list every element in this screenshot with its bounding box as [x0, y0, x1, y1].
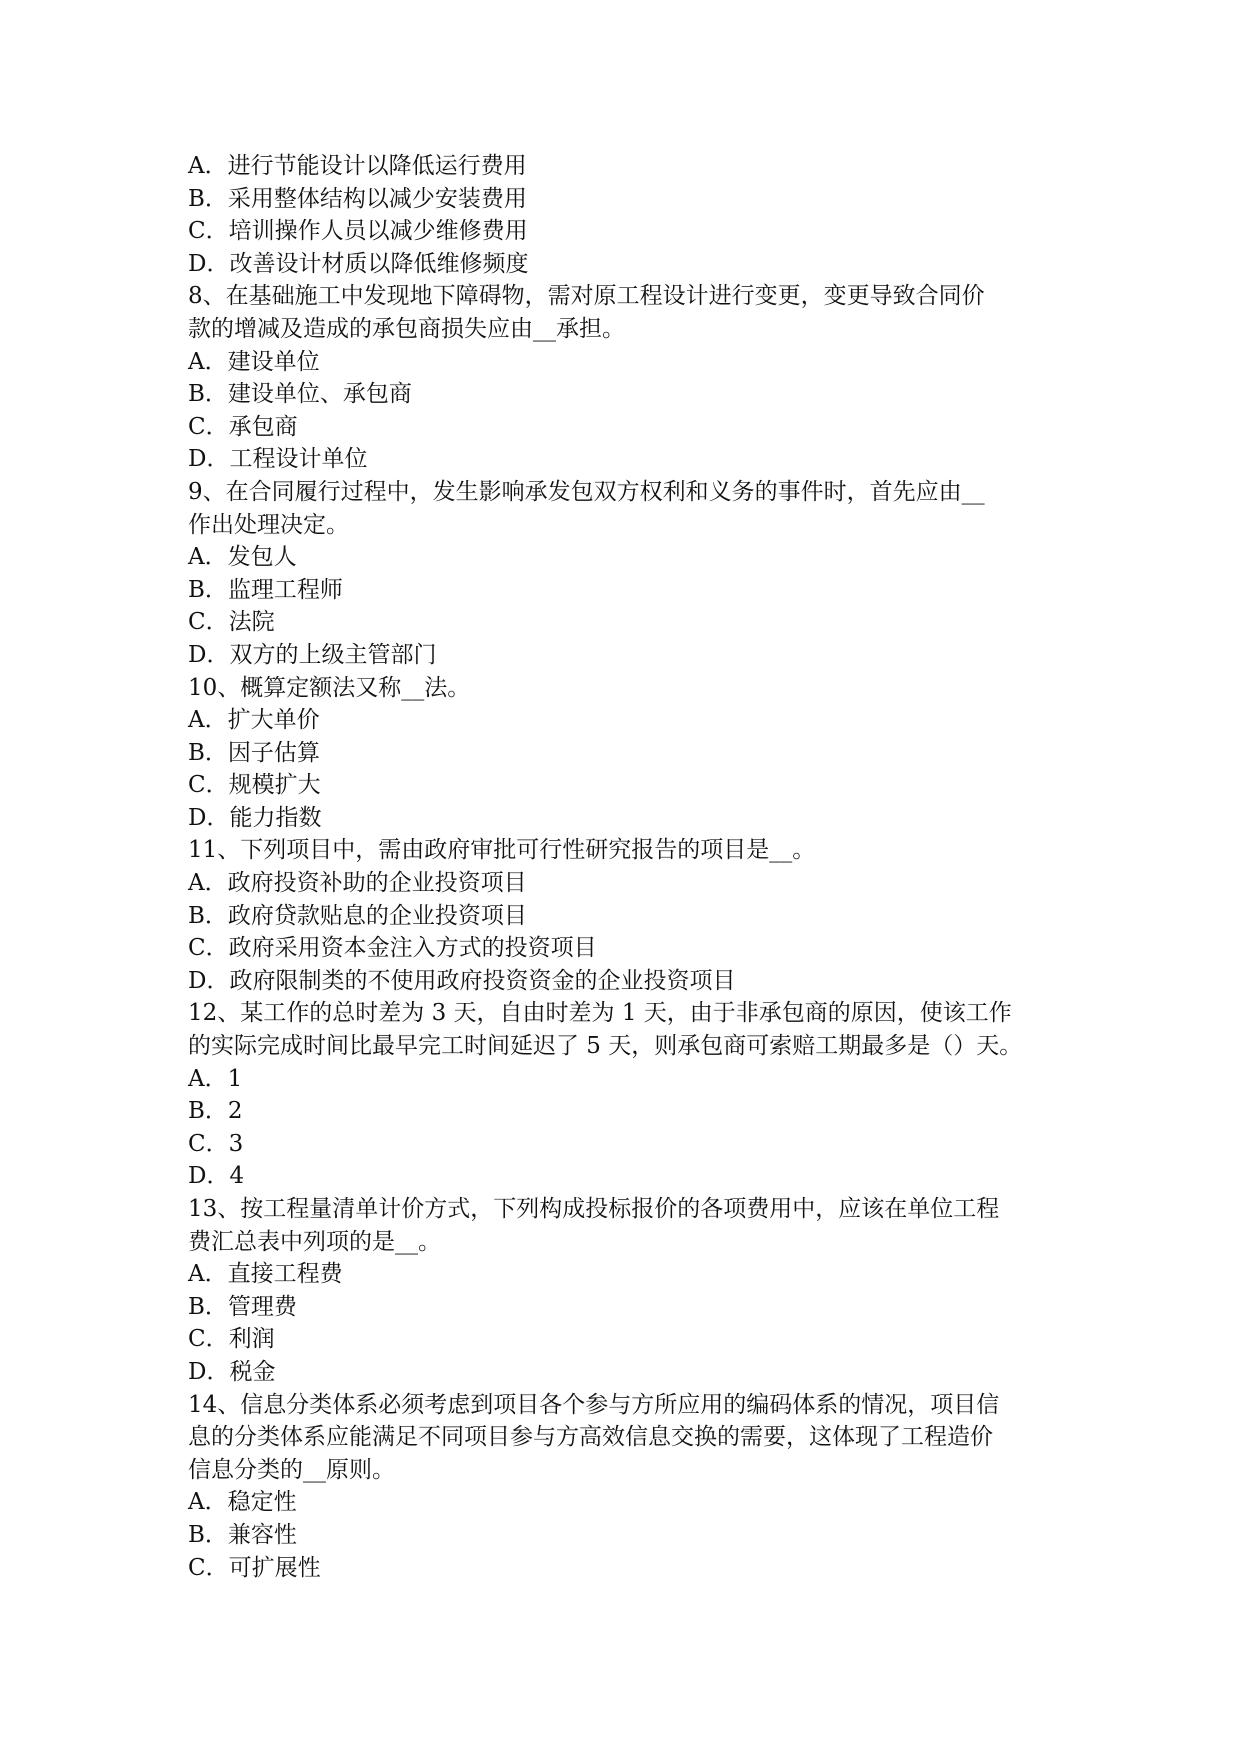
question-stem-line: 8、在基础施工中发现地下障碍物，需对原工程设计进行变更，变更导致合同价	[188, 283, 985, 310]
question-stem-line: 作出处理决定。	[188, 511, 349, 538]
option-line: D．工程设计单位	[188, 446, 368, 473]
option-line: A．政府投资补助的企业投资项目	[188, 870, 527, 897]
option-line: A．进行节能设计以降低运行费用	[188, 153, 527, 179]
option-line: C．培训操作人员以减少维修费用	[188, 218, 528, 245]
option-line: A．1	[188, 1065, 243, 1092]
option-line: B．监理工程师	[188, 576, 343, 603]
document-page	[188, 150, 1058, 1584]
question-stem-line: 13、按工程量清单计价方式，下列构成投标报价的各项费用中，应该在单位工程	[188, 1196, 1000, 1222]
option-line: D．双方的上级主管部门	[188, 641, 437, 668]
option-line: C．政府采用资本金注入方式的投资项目	[188, 935, 597, 962]
question-stem-line: 息的分类体系应能满足不同项目参与方高效信息交换的需要，这体现了工程造价	[188, 1424, 993, 1451]
option-line: D．税金	[188, 1358, 276, 1385]
option-line: B．因子估算	[188, 739, 320, 766]
question-stem-line: 11、下列项目中，需由政府审批可行性研究报告的项目是__。	[188, 837, 816, 864]
question-stem-line: 款的增减及造成的承包商损失应由__承担。	[188, 315, 625, 342]
option-line: C．可扩展性	[188, 1554, 321, 1581]
option-line: B．管理费	[188, 1293, 297, 1320]
question-12	[188, 997, 1058, 1193]
continued-options	[188, 150, 1058, 280]
question-13	[188, 1193, 1058, 1389]
option-line: C．规模扩大	[188, 772, 321, 799]
question-stem-line: 9、在合同履行过程中，发生影响承发包双方权利和义务的事件时，首先应由__	[188, 478, 985, 505]
question-stem-line: 10、概算定额法又称__法。	[188, 674, 471, 701]
option-line: A．直接工程费	[188, 1261, 343, 1288]
question-stem-line: 信息分类的__原则。	[188, 1456, 395, 1483]
question-8	[188, 280, 1058, 476]
option-line: B．建设单位、承包商	[188, 381, 412, 408]
option-line: C．承包商	[188, 413, 298, 440]
option-line: A．发包人	[188, 544, 297, 571]
question-stem-line: 的实际完成时间比最早完工时间延迟了 5 天，则承包商可索赔工期最多是（）天。	[188, 1033, 1023, 1060]
question-10	[188, 672, 1058, 835]
option-line: C．利润	[188, 1326, 275, 1353]
option-line: A．稳定性	[188, 1489, 297, 1516]
question-14	[188, 1389, 1058, 1585]
option-line: D．能力指数	[188, 804, 322, 831]
option-line: B．采用整体结构以减少安装费用	[188, 185, 527, 212]
option-line: C．法院	[188, 609, 275, 636]
question-9	[188, 476, 1058, 672]
option-line: D．政府限制类的不使用政府投资资金的企业投资项目	[188, 967, 736, 994]
option-line: D．改善设计材质以降低维修频度	[188, 250, 529, 277]
question-stem-line: 费汇总表中列项的是__。	[188, 1228, 441, 1255]
option-line: A．建设单位	[188, 348, 320, 375]
option-line: B．2	[188, 1098, 243, 1125]
option-line: A．扩大单价	[188, 707, 320, 734]
option-line: C．3	[188, 1130, 244, 1157]
question-stem-line: 14、信息分类体系必须考虑到项目各个参与方所应用的编码体系的情况，项目信	[188, 1391, 1000, 1418]
option-line: B．政府贷款贴息的企业投资项目	[188, 902, 527, 929]
question-11	[188, 834, 1058, 997]
option-line: B．兼容性	[188, 1521, 297, 1548]
option-line: D．4	[188, 1163, 245, 1190]
question-stem-line: 12、某工作的总时差为 3 天，自由时差为 1 天，由于非承包商的原因，使该工作	[188, 1000, 1012, 1027]
